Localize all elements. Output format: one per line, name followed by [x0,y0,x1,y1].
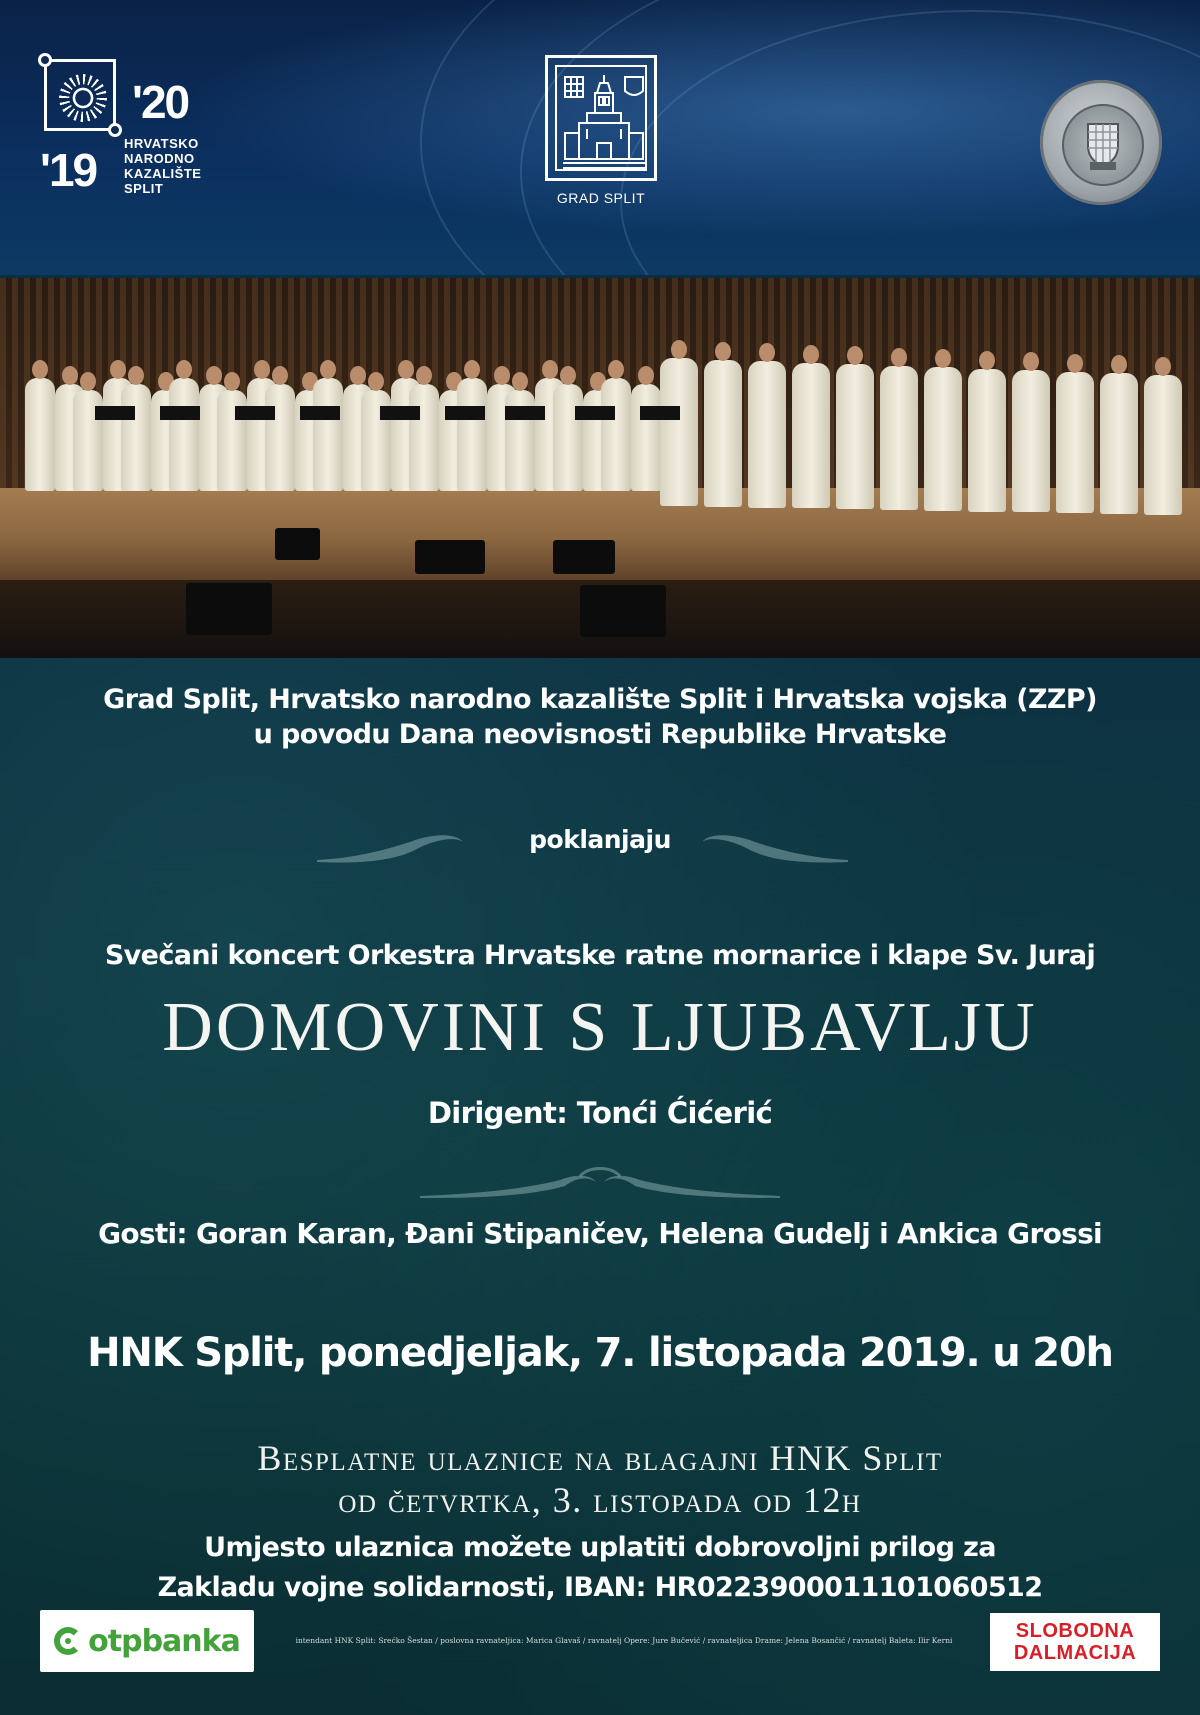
sun-icon [65,80,101,116]
intro-line: u povodu Dana neovisnosti Republike Hrvatske [253,719,947,750]
musician-figure [457,378,487,491]
organizers-intro [0,682,1200,752]
guests-line: Gosti: Goran Karan, Đani Stipaničev, Helena Gudelj i Ankica Grossi [98,1217,1102,1250]
singer-figure [880,366,918,510]
concert-subtitle: Svečani koncert Orkestra Hrvatske ratne mornarice i klape Sv. Juraj [104,940,1096,971]
city-tower-icon [557,67,651,175]
header-band [0,0,1200,275]
tickets-line: od četvrtka, 3. listopada od 12h [338,1480,862,1520]
stage-speaker [553,540,615,574]
music-stand [445,406,485,420]
tickets-info [0,1437,1200,1521]
music-stand [640,406,680,420]
singer-figure [660,358,698,506]
grad-split-label: GRAD SPLIT [556,190,646,206]
musician-figure [121,384,151,491]
city-crest-icon [545,55,657,181]
stage-speaker [580,585,666,637]
hnk-name [124,136,201,196]
hnk-frame-icon [44,59,116,131]
otp-mark-icon [54,1627,82,1655]
hnk-year-top: '20 [132,76,189,128]
musician-figure [313,378,343,491]
music-stand [160,406,200,420]
singer-figure [748,361,786,508]
hnk-name-line: KAZALIŠTE [124,166,202,181]
hnk-name-line: NARODNO [124,151,195,166]
donation-line: Umjesto ulaznica možete uplatiti dobrovoljni prilog za [204,1532,996,1563]
music-stand [300,406,340,420]
hnk-year-bottom: '19 [40,144,97,196]
musician-figure [631,384,661,491]
staff-credits: intendant HNK Split: Srećko Šestan / poslovna ravnateljica: Marica Glavaš / ravnatelj Opere: Jure Bučević / ravnateljica Drame: Jelena Bosančić / ravnatelj Baleta: Ilir Kerni [295,1636,953,1645]
hnk-name-line: SPLIT [124,181,164,196]
donation-line: Zakladu vojne solidarnosti, IBAN: HR0223900011101060512 [157,1572,1043,1603]
singer-figure [836,364,874,509]
music-stand [235,406,275,420]
date-venue: HNK Split, ponedjeljak, 7. listopada 2019. u 20h [87,1330,1113,1376]
ornament-divider-icon [410,1162,790,1202]
music-stand [505,406,545,420]
conductor-line: Dirigent: Tonći Ćićerić [427,1096,773,1130]
orchestra-photo [0,278,1200,658]
stage-speaker [275,528,320,560]
singer-figure [968,369,1006,512]
singer-figure [1144,375,1182,515]
slobodna-logo-line: DALMACIJA [1013,1642,1137,1664]
seal-emblem [1062,104,1144,186]
slobodna-dalmacija-logo [990,1613,1160,1671]
presents-label: poklanjaju [529,825,671,854]
singer-figure [924,367,962,511]
shield-icon [1064,106,1142,184]
singer-figure [704,360,742,507]
musician-figure [169,378,199,491]
tickets-line: Besplatne ulaznice na blagajni HNK Split [257,1438,943,1478]
stage-speaker [186,583,272,635]
singer-figure [1100,373,1138,514]
musician-figure [25,378,55,491]
otp-logo-text: otpbanka [88,1623,240,1659]
musician-figure [553,384,583,491]
musician-figure [265,384,295,491]
grad-split-logo [545,55,657,210]
music-stand [95,406,135,420]
otpbanka-logo [40,1610,254,1672]
hnk-name-line: HRVATSKO [124,136,199,151]
donation-info [0,1528,1200,1608]
slobodna-logo-line: SLOBODNA [1015,1620,1135,1642]
musician-figure [409,384,439,491]
music-stand [380,406,420,420]
intro-line: Grad Split, Hrvatsko narodno kazalište Split i Hrvatska vojska (ZZP) [103,684,1097,715]
stage-speaker [415,540,485,574]
singer-figure [1012,370,1050,512]
concert-title: DOMOVINI S LJUBAVLJU [162,989,1038,1066]
hnk-split-logo [40,55,220,215]
music-stand [575,406,615,420]
singer-figure [792,363,830,508]
musician-figure [601,378,631,491]
ministry-seal-icon [1040,80,1162,205]
singer-figure [1056,372,1094,513]
